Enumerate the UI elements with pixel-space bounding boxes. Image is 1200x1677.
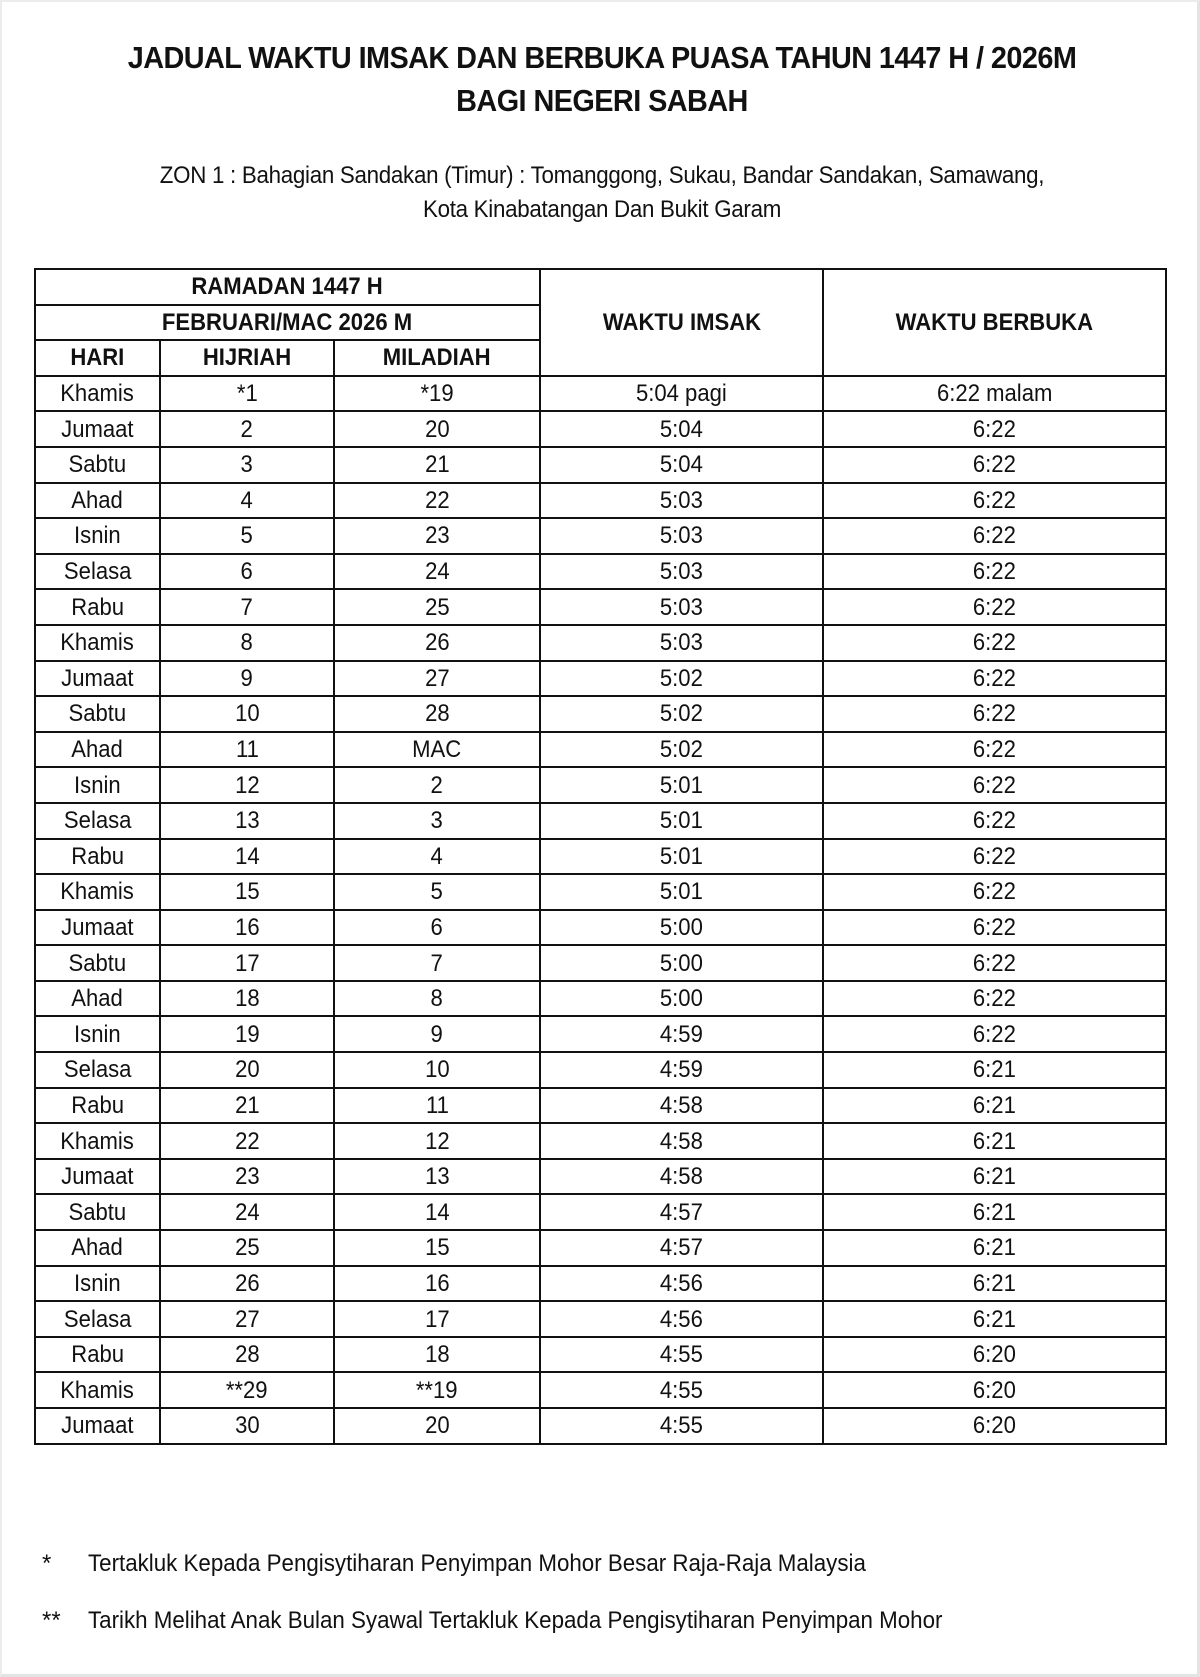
table-row	[35, 1194, 1166, 1230]
berbuka-cell: 6:22	[823, 1016, 1166, 1052]
table-row	[35, 945, 1166, 981]
table-row	[35, 1372, 1166, 1408]
table-row	[35, 1052, 1166, 1088]
footnote-text: Tarikh Melihat Anak Bulan Syawal Tertakluk Kepada Pengisytiharan Penyimpan Mohor	[88, 1607, 943, 1634]
berbuka-cell: 6:21	[823, 1052, 1166, 1088]
hari-cell: Isnin	[35, 1266, 160, 1302]
imsak-cell: 4:59	[540, 1016, 823, 1052]
imsak-cell: 5:03	[540, 625, 823, 661]
miladiah-cell: **19	[334, 1372, 540, 1408]
imsak-cell: 5:02	[540, 696, 823, 732]
hari-cell: Khamis	[35, 1123, 160, 1159]
hari-cell: Ahad	[35, 981, 160, 1017]
miladiah-header: MILADIAH	[334, 340, 540, 376]
berbuka-cell: 6:20	[823, 1372, 1166, 1408]
imsak-cell: 5:00	[540, 981, 823, 1017]
berbuka-header: WAKTU BERBUKA	[823, 269, 1166, 376]
imsak-cell: 4:58	[540, 1123, 823, 1159]
miladiah-cell: 16	[334, 1266, 540, 1302]
zone-description-line-2: Kota Kinabatangan Dan Bukit Garam	[422, 196, 782, 223]
berbuka-cell: 6:21	[823, 1159, 1166, 1195]
miladiah-cell: 20	[334, 411, 540, 447]
imsak-cell: 5:03	[540, 554, 823, 590]
hijriah-cell: 13	[160, 803, 334, 839]
imsak-cell: 4:55	[540, 1372, 823, 1408]
miladiah-cell: 14	[334, 1194, 540, 1230]
miladiah-cell: 28	[334, 696, 540, 732]
hijriah-cell: 7	[160, 589, 334, 625]
miladiah-cell: 7	[334, 945, 540, 981]
table-row	[35, 447, 1166, 483]
hijriah-cell: 26	[160, 1266, 334, 1302]
hijriah-cell: 28	[160, 1337, 334, 1373]
berbuka-cell: 6:21	[823, 1266, 1166, 1302]
berbuka-cell: 6:22	[823, 981, 1166, 1017]
hari-cell: Khamis	[35, 625, 160, 661]
schedule-table	[34, 268, 1167, 1445]
miladiah-cell: 23	[334, 518, 540, 554]
miladiah-cell: 26	[334, 625, 540, 661]
table-row	[35, 910, 1166, 946]
imsak-cell: 5:01	[540, 803, 823, 839]
miladiah-cell: 12	[334, 1123, 540, 1159]
berbuka-cell: 6:22	[823, 518, 1166, 554]
miladiah-cell: 15	[334, 1230, 540, 1266]
berbuka-cell: 6:21	[823, 1194, 1166, 1230]
hijriah-cell: 2	[160, 411, 334, 447]
hijriah-header: HIJRIAH	[160, 340, 334, 376]
page-title-line-2: BAGI NEGERI SABAH	[456, 83, 748, 118]
miladiah-cell: 21	[334, 447, 540, 483]
miladiah-cell: 5	[334, 874, 540, 910]
berbuka-cell: 6:22	[823, 625, 1166, 661]
imsak-cell: 4:55	[540, 1337, 823, 1373]
hijriah-cell: 30	[160, 1408, 334, 1444]
hijriah-cell: 6	[160, 554, 334, 590]
table-row	[35, 625, 1166, 661]
imsak-cell: 5:01	[540, 767, 823, 803]
footnote-text: Tertakluk Kepada Pengisytiharan Penyimpan Mohor Besar Raja-Raja Malaysia	[88, 1550, 866, 1577]
hari-cell: Sabtu	[35, 696, 160, 732]
table-row	[35, 1088, 1166, 1124]
berbuka-cell: 6:22	[823, 589, 1166, 625]
berbuka-cell: 6:22	[823, 696, 1166, 732]
hari-cell: Jumaat	[35, 411, 160, 447]
miladiah-cell: 9	[334, 1016, 540, 1052]
imsak-cell: 5:04	[540, 447, 823, 483]
hari-cell: Selasa	[35, 1301, 160, 1337]
imsak-cell: 4:56	[540, 1266, 823, 1302]
hari-cell: Sabtu	[35, 1194, 160, 1230]
hijriah-cell: 14	[160, 839, 334, 875]
berbuka-cell: 6:22	[823, 447, 1166, 483]
imsak-cell: 5:03	[540, 589, 823, 625]
hijriah-cell: 20	[160, 1052, 334, 1088]
hijriah-cell: 11	[160, 732, 334, 768]
miladiah-cell: 4	[334, 839, 540, 875]
berbuka-cell: 6:20	[823, 1408, 1166, 1444]
hijriah-cell: 10	[160, 696, 334, 732]
table-row	[35, 376, 1166, 412]
berbuka-cell: 6:22 malam	[823, 376, 1166, 412]
berbuka-cell: 6:22	[823, 661, 1166, 697]
hijriah-cell: 22	[160, 1123, 334, 1159]
miladiah-cell: 10	[334, 1052, 540, 1088]
table-row	[35, 1266, 1166, 1302]
table-row	[35, 1123, 1166, 1159]
table-row	[35, 518, 1166, 554]
hari-cell: Ahad	[35, 483, 160, 519]
month-header: FEBRUARI/MAC 2026 M	[35, 305, 540, 341]
table-row	[35, 1301, 1166, 1337]
hari-cell: Isnin	[35, 767, 160, 803]
berbuka-cell: 6:22	[823, 839, 1166, 875]
imsak-cell: 5:00	[540, 945, 823, 981]
miladiah-cell: 2	[334, 767, 540, 803]
imsak-header: WAKTU IMSAK	[540, 269, 823, 376]
hari-cell: Ahad	[35, 1230, 160, 1266]
hari-cell: Selasa	[35, 803, 160, 839]
hijriah-cell: 21	[160, 1088, 334, 1124]
hari-cell: Rabu	[35, 1088, 160, 1124]
miladiah-cell: 8	[334, 981, 540, 1017]
footnote-mark: *	[42, 1550, 52, 1577]
miladiah-cell: 18	[334, 1337, 540, 1373]
miladiah-cell: 17	[334, 1301, 540, 1337]
hari-cell: Khamis	[35, 376, 160, 412]
hari-cell: Jumaat	[35, 1408, 160, 1444]
miladiah-cell: 27	[334, 661, 540, 697]
berbuka-cell: 6:22	[823, 483, 1166, 519]
hijriah-cell: 8	[160, 625, 334, 661]
header-row-1	[35, 269, 1166, 305]
miladiah-cell: MAC	[334, 732, 540, 768]
table-row	[35, 874, 1166, 910]
hari-cell: Jumaat	[35, 1159, 160, 1195]
imsak-cell: 5:01	[540, 874, 823, 910]
hijriah-cell: 15	[160, 874, 334, 910]
table-row	[35, 696, 1166, 732]
table-row	[35, 1408, 1166, 1444]
berbuka-cell: 6:21	[823, 1301, 1166, 1337]
hari-cell: Rabu	[35, 839, 160, 875]
imsak-cell: 4:57	[540, 1194, 823, 1230]
hijriah-cell: 12	[160, 767, 334, 803]
zone-description-line-1: ZON 1 : Bahagian Sandakan (Timur) : Tomanggong, Sukau, Bandar Sandakan, Samawang,	[159, 162, 1045, 189]
berbuka-cell: 6:22	[823, 874, 1166, 910]
berbuka-cell: 6:21	[823, 1123, 1166, 1159]
imsak-cell: 4:58	[540, 1088, 823, 1124]
imsak-cell: 5:02	[540, 732, 823, 768]
hari-cell: Isnin	[35, 1016, 160, 1052]
table-row	[35, 1230, 1166, 1266]
miladiah-cell: *19	[334, 376, 540, 412]
hari-cell: Selasa	[35, 554, 160, 590]
imsak-cell: 5:00	[540, 910, 823, 946]
berbuka-cell: 6:22	[823, 411, 1166, 447]
imsak-cell: 5:03	[540, 518, 823, 554]
table-row	[35, 839, 1166, 875]
hijriah-cell: 25	[160, 1230, 334, 1266]
hijriah-cell: 24	[160, 1194, 334, 1230]
berbuka-cell: 6:22	[823, 554, 1166, 590]
miladiah-cell: 22	[334, 483, 540, 519]
imsak-cell: 5:04 pagi	[540, 376, 823, 412]
hari-cell: Jumaat	[35, 661, 160, 697]
table-row	[35, 1337, 1166, 1373]
imsak-cell: 4:56	[540, 1301, 823, 1337]
imsak-cell: 5:02	[540, 661, 823, 697]
hijriah-cell: 16	[160, 910, 334, 946]
table-row	[35, 589, 1166, 625]
hari-cell: Rabu	[35, 589, 160, 625]
miladiah-cell: 24	[334, 554, 540, 590]
table-row	[35, 483, 1166, 519]
imsak-cell: 4:58	[540, 1159, 823, 1195]
table-row	[35, 1016, 1166, 1052]
miladiah-cell: 3	[334, 803, 540, 839]
imsak-cell: 4:59	[540, 1052, 823, 1088]
hari-cell: Jumaat	[35, 910, 160, 946]
table-row	[35, 411, 1166, 447]
hari-cell: Selasa	[35, 1052, 160, 1088]
berbuka-cell: 6:21	[823, 1230, 1166, 1266]
miladiah-cell: 13	[334, 1159, 540, 1195]
imsak-cell: 5:04	[540, 411, 823, 447]
table-row	[35, 1159, 1166, 1195]
hari-cell: Sabtu	[35, 945, 160, 981]
imsak-cell: 4:55	[540, 1408, 823, 1444]
hijriah-cell: 19	[160, 1016, 334, 1052]
hari-cell: Ahad	[35, 732, 160, 768]
hijriah-cell: 4	[160, 483, 334, 519]
miladiah-cell: 25	[334, 589, 540, 625]
hari-cell: Khamis	[35, 1372, 160, 1408]
hijriah-cell: 17	[160, 945, 334, 981]
berbuka-cell: 6:22	[823, 945, 1166, 981]
hijriah-cell: 23	[160, 1159, 334, 1195]
page-title-line-1: JADUAL WAKTU IMSAK DAN BERBUKA PUASA TAHUN 1447 H / 2026M	[127, 40, 1077, 75]
miladiah-cell: 11	[334, 1088, 540, 1124]
imsak-cell: 5:01	[540, 839, 823, 875]
table-row	[35, 732, 1166, 768]
hijriah-cell: 9	[160, 661, 334, 697]
hijriah-cell: 18	[160, 981, 334, 1017]
table-row	[35, 803, 1166, 839]
hari-cell: Isnin	[35, 518, 160, 554]
table-row	[35, 767, 1166, 803]
footnote-mark: **	[42, 1607, 61, 1634]
schedule-body	[35, 376, 1166, 1444]
miladiah-cell: 20	[334, 1408, 540, 1444]
berbuka-cell: 6:22	[823, 732, 1166, 768]
hari-cell: Rabu	[35, 1337, 160, 1373]
table-row	[35, 661, 1166, 697]
ramadan-header: RAMADAN 1447 H	[35, 269, 540, 305]
table-row	[35, 981, 1166, 1017]
imsak-cell: 4:57	[540, 1230, 823, 1266]
miladiah-cell: 6	[334, 910, 540, 946]
hari-cell: Sabtu	[35, 447, 160, 483]
hijriah-cell: 5	[160, 518, 334, 554]
berbuka-cell: 6:21	[823, 1088, 1166, 1124]
imsak-cell: 5:03	[540, 483, 823, 519]
hijriah-cell: **29	[160, 1372, 334, 1408]
hijriah-cell: *1	[160, 376, 334, 412]
berbuka-cell: 6:22	[823, 910, 1166, 946]
table-row	[35, 554, 1166, 590]
berbuka-cell: 6:22	[823, 803, 1166, 839]
hijriah-cell: 3	[160, 447, 334, 483]
berbuka-cell: 6:20	[823, 1337, 1166, 1373]
hari-cell: Khamis	[35, 874, 160, 910]
berbuka-cell: 6:22	[823, 767, 1166, 803]
hijriah-cell: 27	[160, 1301, 334, 1337]
hari-header: HARI	[35, 340, 160, 376]
